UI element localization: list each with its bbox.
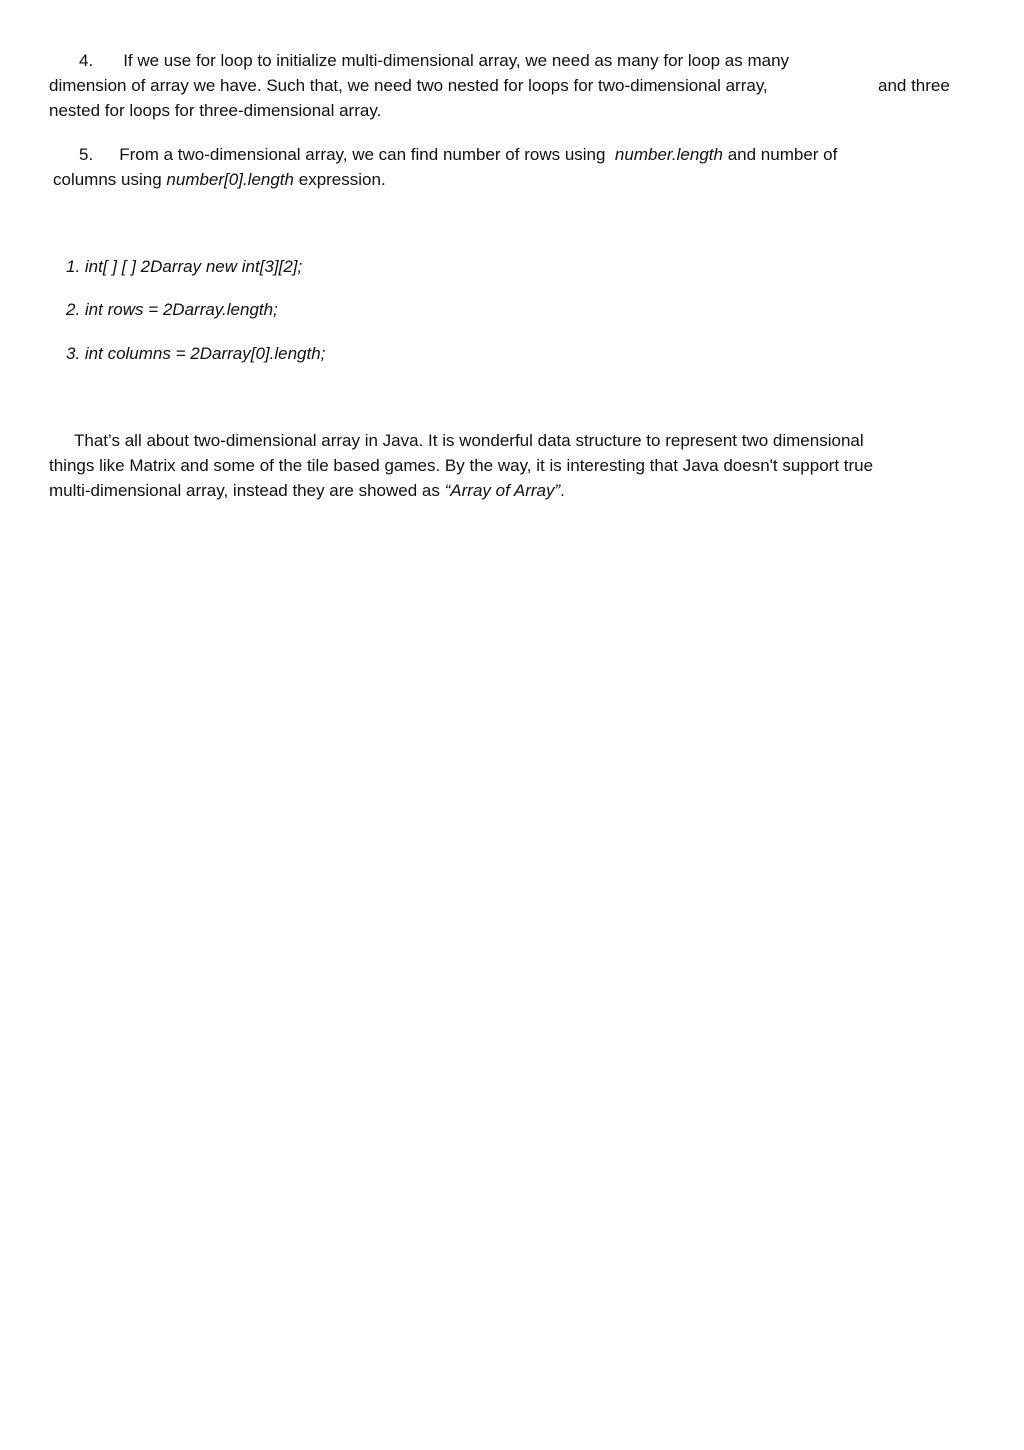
item5-line2-text: columns using — [53, 170, 162, 189]
code-line-1: 1. int[ ] [ ] 2Darray new int[3][2]; — [66, 257, 303, 276]
item4-line3: nested for loops for three-dimensional array. — [49, 101, 382, 120]
conclusion-line1: That’s all about two-dimensional array in Java. It is wonderful data structure to represent two dimensional — [74, 431, 864, 450]
item5-rows-code: number.length — [614, 145, 723, 164]
item5-line1 — [79, 145, 837, 165]
code-line-2: 2. int rows = 2Darray.length; — [66, 300, 278, 319]
item4-line2: dimension of array we have. Such that, we need two nested for loops for two-dimensional array, — [49, 76, 768, 95]
item5-line2-tail: expression. — [298, 170, 386, 189]
item5-columns-code: number[0].length — [166, 170, 294, 189]
item4-line2-tail: and three — [878, 76, 950, 95]
item5-line2 — [53, 170, 386, 190]
item5-line1-tail: and number of — [727, 145, 838, 164]
item4-line1-text: If we use for loop to initialize multi-dimensional array, we need as many for loop as many — [123, 51, 790, 70]
item4-line1 — [79, 51, 789, 71]
item5-line1-text: From a two-dimensional array, we can find number of rows using — [119, 145, 606, 164]
array-of-array-quote: “Array of Array” — [444, 481, 561, 500]
item5-number: 5. — [79, 145, 94, 164]
conclusion-line3 — [49, 481, 565, 501]
conclusion-line2: things like Matrix and some of the tile based games. By the way, it is interesting that Java doesn't support true — [49, 456, 874, 475]
conclusion-period: . — [560, 481, 565, 500]
conclusion-line3-text: multi-dimensional array, instead they are showed as — [49, 481, 440, 500]
item4-number: 4. — [79, 51, 94, 70]
code-line-3: 3. int columns = 2Darray[0].length; — [66, 344, 326, 363]
